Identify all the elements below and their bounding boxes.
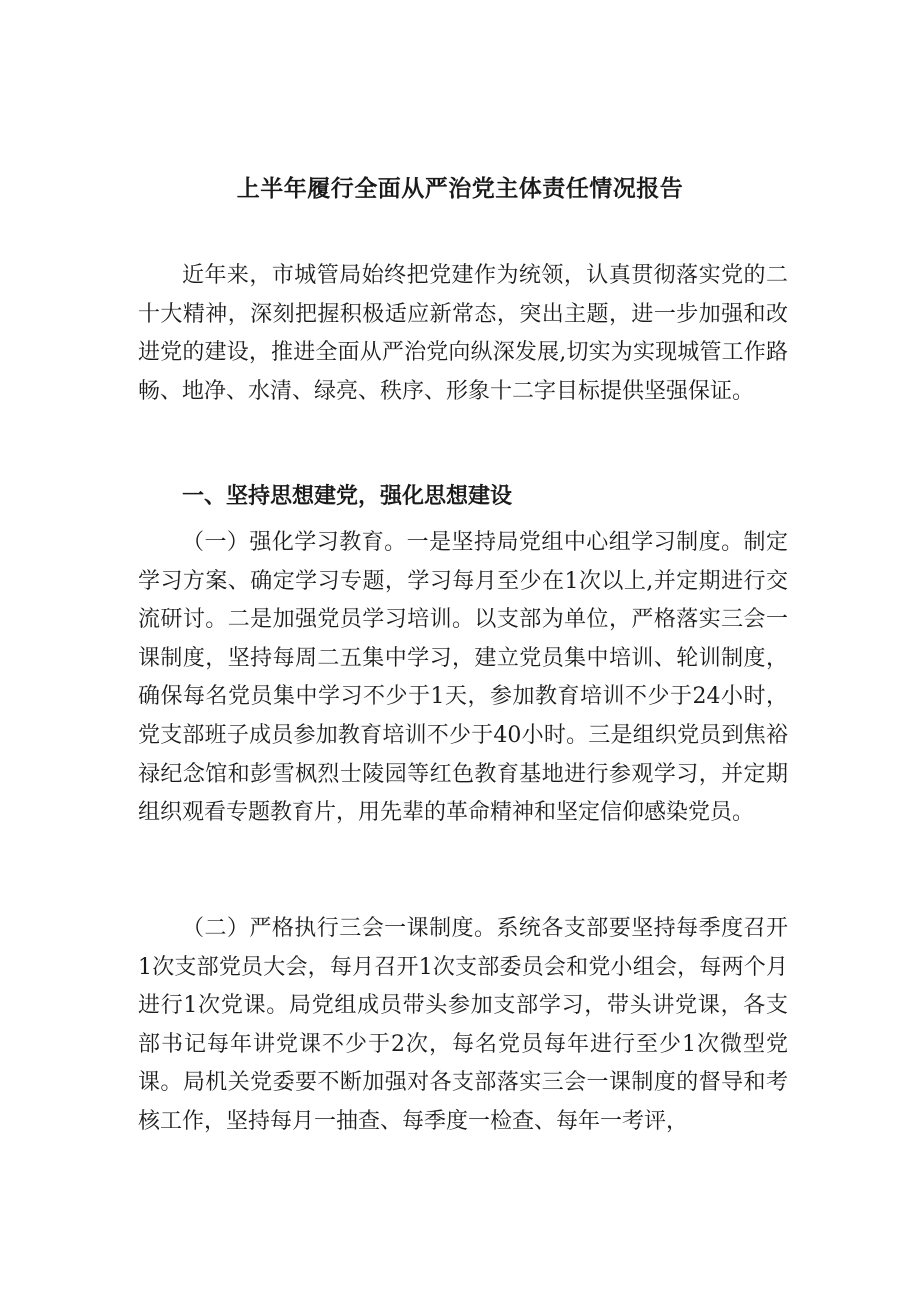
body-paragraph: （二）严格执行三会一课制度。系统各支部要坚持每季度召开1次支部党员大会，每月召开1次支部委员会和党小组会，每两个月进行1次党课。局党组成员带头参加支部学习，带头讲党课，各支部书记每年讲党课不少于2次，每名党员每年进行至少1次微型党课。局机关党委要不断加强对各支部落实三会一课制度的督导和考核工作，坚持每月一抽查、每季度一检查、每年一考评，: [138, 916, 788, 1134]
intro-paragraph: 近年来，市城管局始终把党建作为统领，认真贯彻落实党的二十大精神，深刻把握积极适应新常态，突出主题，进一步加强和改进党的建设，推进全面从严治党向纵深发展,切实为实现城管工作路畅、地净、水清、绿亮、秩序、形象十二字目标提供坚强保证。: [138, 263, 788, 404]
section-heading: 一、坚持思想建党，强化思想建设: [182, 484, 513, 509]
document-title: 上半年履行全面从严治党主体责任情况报告: [236, 176, 684, 202]
body-paragraph: （一）强化学习教育。一是坚持局党组中心组学习制度。制定学习方案、确定学习专题，学习每月至少在1次以上,并定期进行交流研讨。二是加强党员学习培训。以支部为单位，严格落实三会一课制度，坚持每周二五集中学习，建立党员集中培训、轮训制度，确保每名党员集中学习不少于1天，参加教育培训不少于24小时，党支部班子成员参加教育培训不少于40小时。三是组织党员到焦裕禄纪念馆和彭雪枫烈士陵园等红色教育基地进行参观学习，并定期组织观看专题教育片，用先辈的革命精神和坚定信仰感染党员。: [138, 530, 788, 826]
